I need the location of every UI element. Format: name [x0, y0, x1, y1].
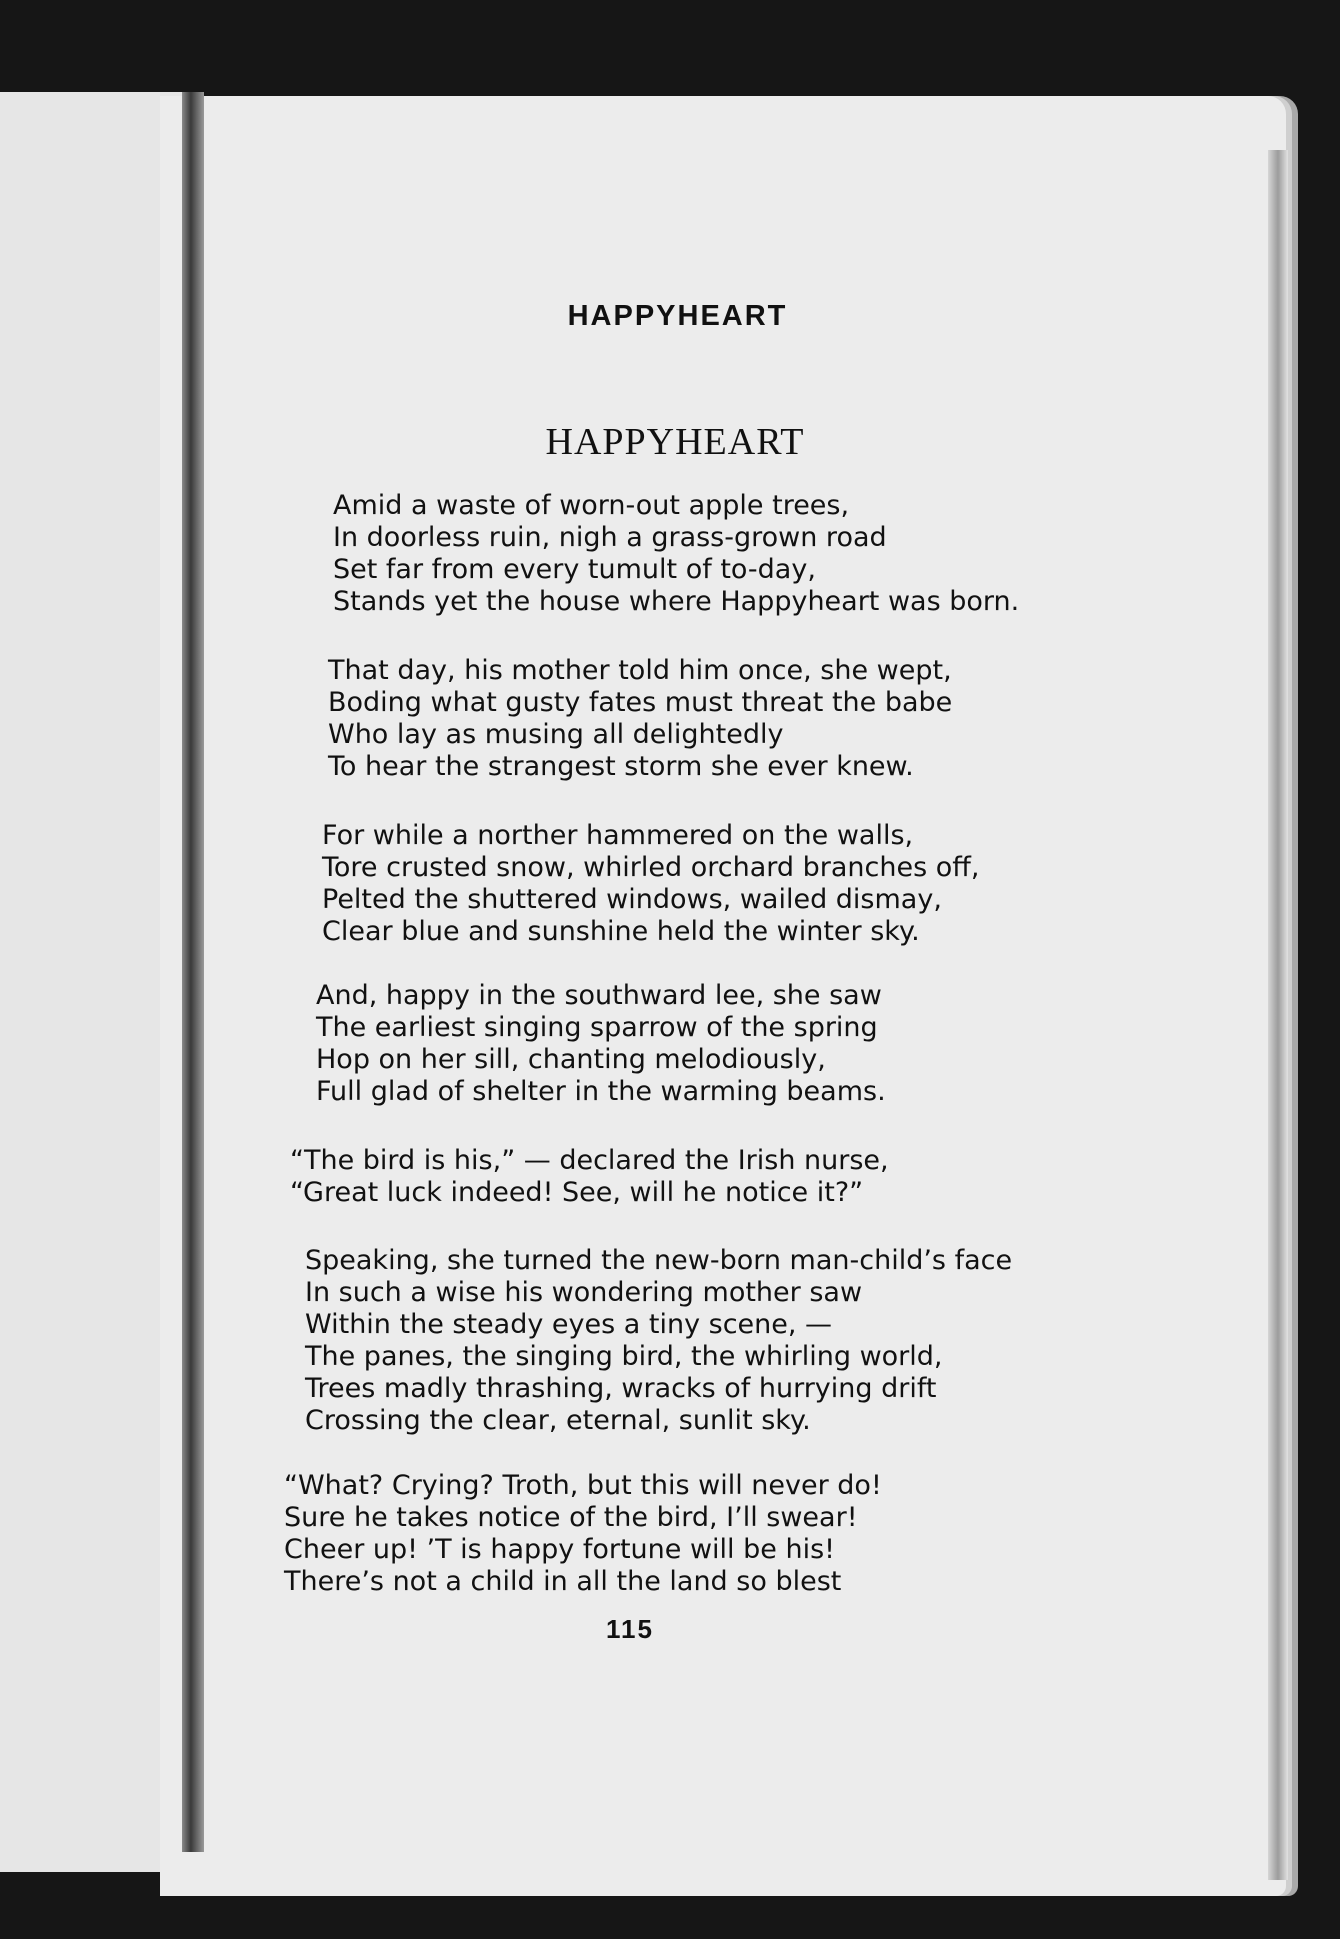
poem-line: Stands yet the house where Happyheart was born. — [333, 586, 1020, 617]
poem-line: Sure he takes notice of the bird, I’ll swear! — [284, 1502, 858, 1533]
poem-line: For while a norther hammered on the walls, — [322, 820, 914, 851]
poem-line: That day, his mother told him once, she wept, — [328, 655, 952, 686]
stanza-4 — [316, 980, 886, 1108]
stanza-3 — [322, 820, 979, 948]
poem-line: Clear blue and sunshine held the winter sky. — [322, 916, 920, 947]
poem-line: “What? Crying? Troth, but this will never do! — [284, 1470, 882, 1501]
poem-line: Cheer up! ’T is happy fortune will be his! — [284, 1534, 835, 1565]
poem-title: HAPPYHEART — [545, 421, 805, 463]
stanza-5 — [290, 1145, 889, 1209]
stanza-7 — [284, 1470, 882, 1598]
poem-line: In doorless ruin, nigh a grass-grown road — [333, 522, 887, 553]
poem-line: The panes, the singing bird, the whirling world, — [305, 1341, 943, 1372]
poem-line: Tore crusted snow, whirled orchard branches off, — [322, 852, 980, 883]
poem-line: Crossing the clear, eternal, sunlit sky. — [305, 1405, 811, 1436]
stanza-1 — [333, 490, 1019, 618]
poem-line: Pelted the shuttered windows, wailed dismay, — [322, 884, 942, 915]
poem-line: And, happy in the southward lee, she saw — [316, 980, 882, 1011]
poem-line: “Great luck indeed! See, will he notice it?” — [290, 1177, 864, 1208]
poem-line: Set far from every tumult of to-day, — [333, 554, 816, 585]
page-edge — [1268, 150, 1288, 1880]
poem-line: Amid a waste of worn-out apple trees, — [333, 490, 850, 521]
poem-line: Full glad of shelter in the warming beams. — [316, 1076, 886, 1107]
poem-line: Within the steady eyes a tiny scene, — — [305, 1309, 833, 1340]
poem-line: The earliest singing sparrow of the spring — [316, 1012, 878, 1043]
stanza-2 — [328, 655, 952, 783]
poem-line: Speaking, she turned the new-born man-child’s face — [305, 1245, 1013, 1276]
poem-line: Trees madly thrashing, wracks of hurrying drift — [305, 1373, 937, 1404]
poem-line: In such a wise his wondering mother saw — [305, 1277, 863, 1308]
book-gutter — [182, 92, 204, 1852]
running-head: HAPPYHEART — [567, 300, 788, 332]
poem-line: “The bird is his,” — declared the Irish nurse, — [290, 1145, 889, 1176]
poem-line: There’s not a child in all the land so blest — [284, 1566, 842, 1597]
poem-line: Who lay as musing all delightedly — [328, 719, 784, 750]
poem-line: Hop on her sill, chanting melodiously, — [316, 1044, 826, 1075]
poem-line: Boding what gusty fates must threat the babe — [328, 687, 953, 718]
stanza-6 — [305, 1245, 1012, 1437]
poem-line: To hear the strangest storm she ever knew. — [328, 751, 914, 782]
page-number: 115 — [606, 1614, 654, 1644]
